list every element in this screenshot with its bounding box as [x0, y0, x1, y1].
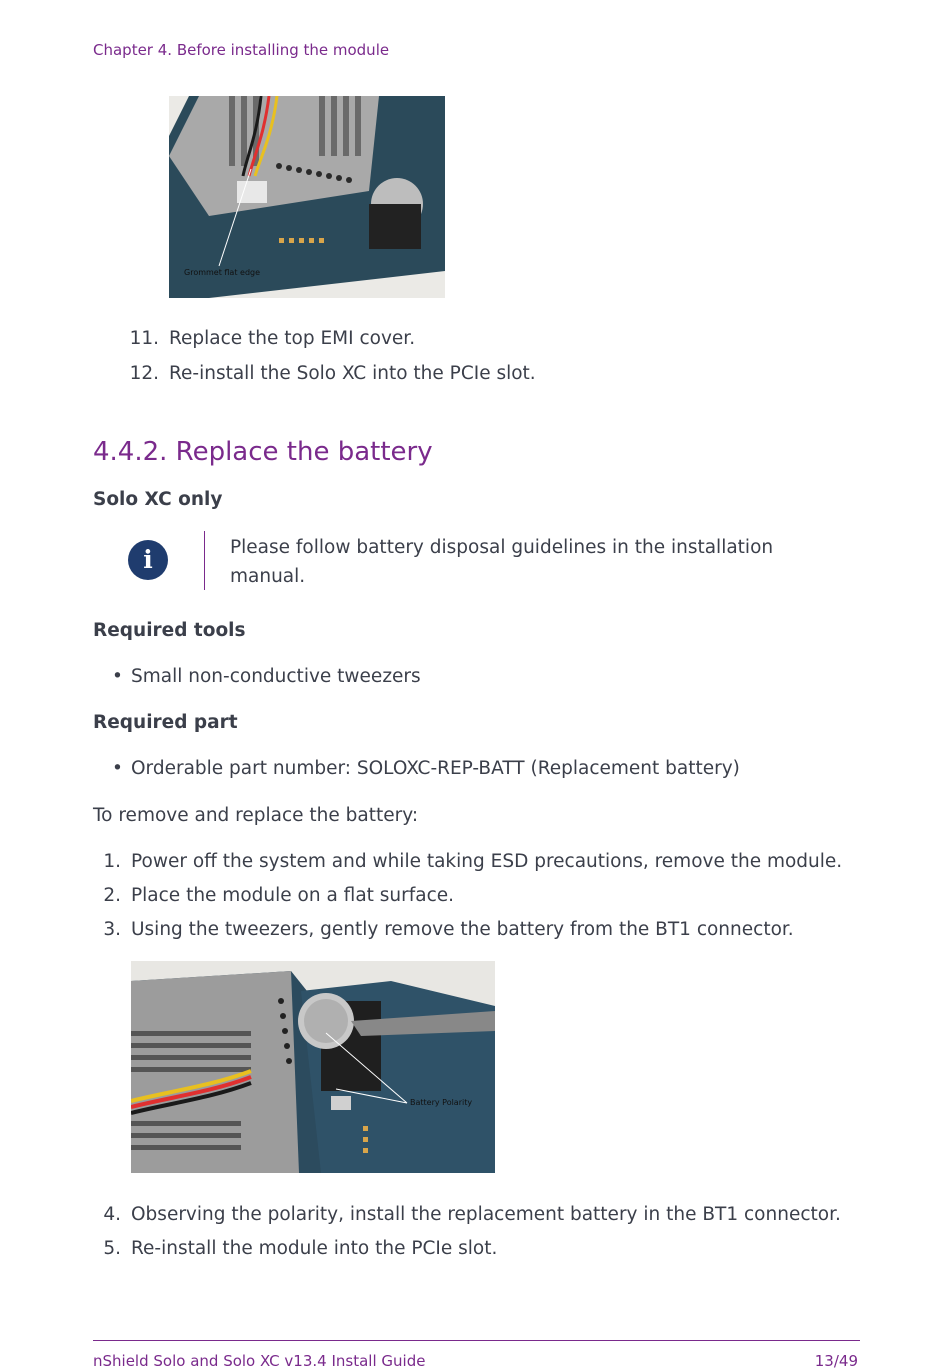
note-divider [204, 531, 205, 590]
bullet-icon: • [112, 758, 123, 779]
step-number: 4. [103, 1204, 121, 1225]
footer-divider [93, 1340, 860, 1341]
step-text: Power off the system and while taking ESD precautions, remove the module. [131, 851, 843, 872]
step-text: Re-install the module into the PCIe slot. [131, 1238, 498, 1259]
step-text: Replace the top EMI cover. [169, 328, 416, 349]
battery-photo [131, 961, 495, 1173]
bullet-text: Orderable part number: SOLOXC-REP-BATT (Replacement battery) [131, 758, 740, 779]
intro-paragraph: To remove and replace the battery: [93, 805, 419, 826]
battery-polarity-callout: Battery Polarity [410, 1098, 473, 1107]
required-part-heading: Required part [93, 712, 238, 733]
step-text: Re-install the Solo XC into the PCIe slot. [169, 363, 536, 384]
page-number: 13/49 [814, 1352, 858, 1370]
bullet-icon: • [112, 666, 123, 687]
section-title: 4.4.2. Replace the battery [93, 437, 433, 467]
step-text: Place the module on a flat surface. [131, 885, 455, 906]
bullet-text: Small non-conductive tweezers [131, 666, 421, 687]
step-text: Using the tweezers, gently remove the battery from the BT1 connector. [131, 919, 794, 940]
step-number: 1. [103, 851, 121, 872]
section-subtitle: Solo XC only [93, 489, 223, 510]
grommet-photo [169, 96, 445, 298]
step-number: 2. [103, 885, 121, 906]
step-number: 3. [103, 919, 121, 940]
footer-title: nShield Solo and Solo XC v13.4 Install Guide [93, 1352, 426, 1370]
note-text: Please follow battery disposal guidelines in the installation manual. [230, 537, 774, 587]
info-icon: i [128, 540, 168, 580]
step-text: Observing the polarity, install the replacement battery in the BT1 connector. [131, 1204, 841, 1225]
step-number: 11. [129, 328, 159, 349]
step-number: 12. [129, 363, 159, 384]
grommet-callout: Grommet flat edge [184, 268, 261, 277]
required-tools-heading: Required tools [93, 620, 246, 641]
step-number: 5. [103, 1238, 121, 1259]
chapter-header: Chapter 4. Before installing the module [93, 41, 390, 59]
